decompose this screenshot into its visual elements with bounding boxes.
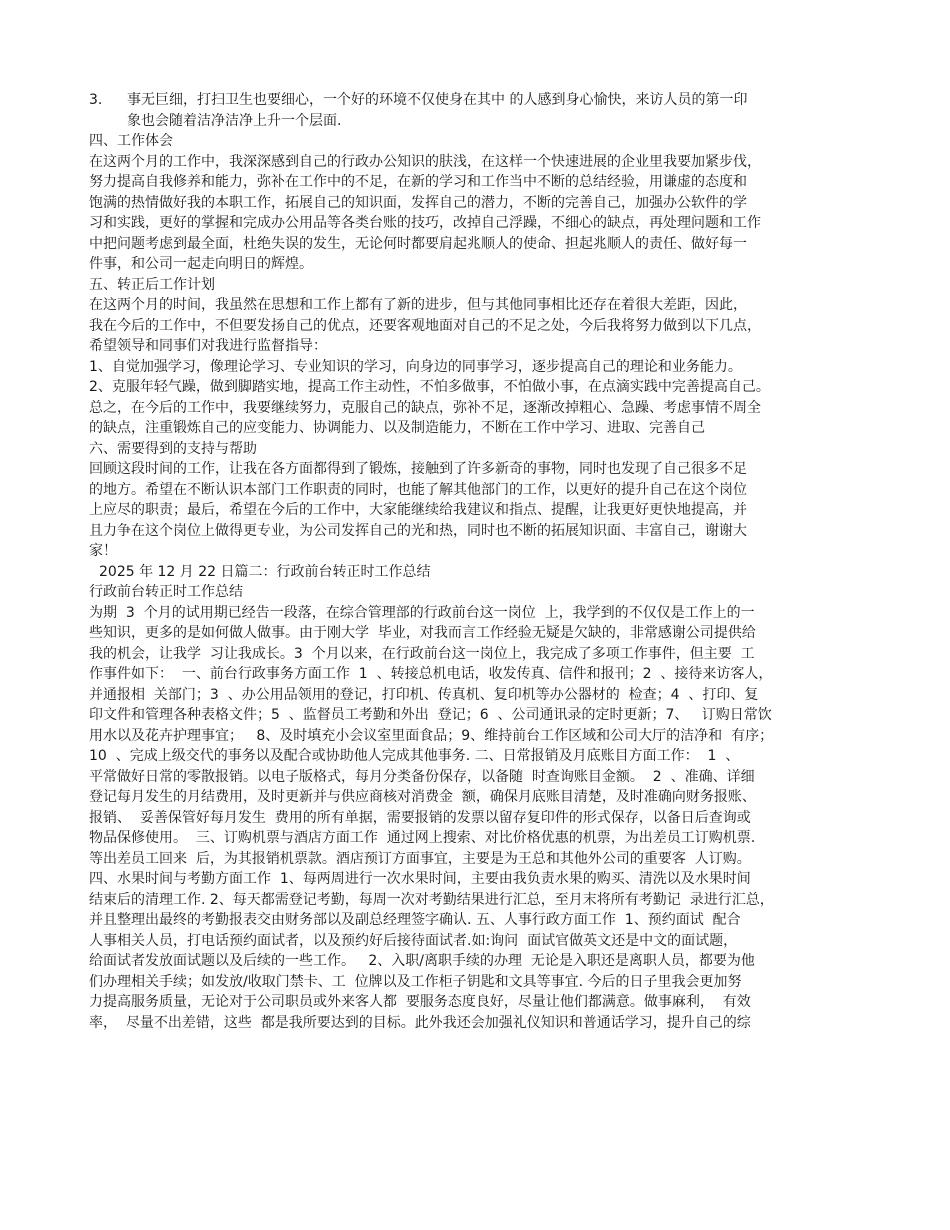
text-line: 登记每月发生的月结费用，及时更新并与供应商核对消费金 额，确保月底账目清楚，及时准确向财务报账、 [89,789,756,805]
text-line: 并通报相 关部门；3 、办公用品领用的登记，打印机、传真机、复印机等办公器材的 检查；4 、打印、复 [89,686,759,703]
text-line: 回顾这段时间的工作，让我在各方面都得到了锻炼，接触到了许多新奇的事物，同时也发现了自己很多不足 [89,461,747,477]
text-line: 件事，和公司一起走向明日的辉煌。 [89,256,313,272]
text-line: 人事相关人员，打电话预约面试者，以及预约好后接待面试者.如:询问 面试官做英文还是中文的面试题， [89,932,738,949]
text-line: 并且整理出最终的考勤报表交由财务部以及副总经理签字确认. 五、人事行政方面工作 1、预约面试 配合 [89,912,741,928]
text-line: 饱满的热情做好我的本职工作，拓展自己的知识面，发挥自己的潜力，不断的完善自己，加强办公软件的学 [89,194,747,211]
date-title-line: 2025 年 12 月 22 日篇二：行政前台转正时工作总结 [99,563,431,580]
text-line: 我的机会，让我学 习让我成长。3 个月以来，在行政前台这一岗位上，我完成了多项工作事件，但主要 工 [89,645,755,662]
text-line: 2、克服年轻气躁，做到脚踏实地，提高工作主动性，不怕多做事，不怕做小事，在点滴实践中完善提高自己。 [89,379,770,395]
list-item-3 [89,90,869,111]
list-number: 3. [89,92,103,108]
text-line [89,1033,869,1054]
text-line: 且力争在这个岗位上做得更专业，为公司发挥自己的光和热，同时也不断的拓展知识面、丰富自己，谢谢大 [89,522,747,539]
section-heading: 四、工作体会 [89,133,173,149]
text-line: 为期 3 个月的试用期已经告一段落，在综合管理部的行政前台这一岗位 上，我学到的不仅仅是工作上的一 [89,604,755,621]
text-line: 力提高服务质量，无论对于公司职员或外来客人都 要服务态度良好，尽量让他们都满意。做事麻利， 有效 [89,994,751,1010]
text-line: 中把问题考虑到最全面，杜绝失误的发生，无论何时都要肩起兆顺人的使命、担起兆顺人的责任、做好每一 [89,235,747,252]
section-heading: 五、转正后工作计划 [89,276,215,293]
text-line: 印文件和管理各种表格文件；5 、监督员工考勤和外出 登记；6 、公司通讯录的定时更新；7、 订购日常饮 [89,707,772,723]
text-line: 结束后的清理工作. 2、每天都需登记考勤，每周一次对考勤结果进行汇总，至月末将所有考勤记 录进行汇总， [89,891,774,908]
document-title: 行政前台转正时工作总结 [89,584,243,600]
text-line: 率， 尽量不出差错，这些 都是我所要达到的目标。此外我还会加强礼仪知识和普通话学习，提升自己的综 [89,1014,751,1031]
document-body [89,90,869,1054]
text-line: 家！ [89,543,117,559]
text-line: 些知识，更多的是如何做人做事。由于刚大学 毕业，对我而言工作经验无疑是欠缺的，非常感谢公司提供给 [89,625,756,641]
text-line: 我在今后的工作中，不但要发扬自己的优点，还要客观地面对自己的不足之处，今后我将努力做到以下几点， [89,317,761,334]
text-line: 在这两个月的时间，我虽然在思想和工作上都有了新的进步，但与其他同事相比还存在着很大差距，因此， [89,297,747,313]
text-line: 努力提高自我修养和能力，弥补在工作中的不足，在新的学习和工作当中不断的总结经验，用谦虚的态度和 [89,174,747,190]
text-line: 等出差员工回来 后，为其报销机票款。酒店预订方面事宜，主要是为王总和其他外公司的重要客 人订购。 [89,850,751,867]
text-line: 用水以及花卉护理事宜； 8、及时填充小会议室里面食品；9、维持前台工作区域和公司大厅的洁净和 有序； [89,727,774,744]
text-line: 报销、 妥善保管好每月发生 费用的所有单据，需要报销的发票以留存复印件的形式保存，以备日后查询或 [89,809,751,826]
text-line: 四、水果时间与考勤方面工作 1、每两周进行一次水果时间，主要由我负责水果的购买、清洗以及水果时间 [89,871,751,887]
text-line: 给面试者发放面试题以及后续的一些工作。 2、入职/离职手续的办理 无论是入职还是离职人员，都要为他 [89,953,755,969]
text-line: 事无巨细，打扫卫生也要细心，一个好的环境不仅使身在其中 的人感到身心愉快，来访人员的第一印 [127,92,748,108]
text-line: 总之，在今后的工作中，我要继续努力，克服自己的缺点，弥补不足，逐渐改掉粗心、急躁、考虑事情不周全 [89,399,761,416]
text-line: 物品保修使用。 三、订购机票与酒店方面工作 通过网上搜索、对比价格优惠的机票，为出差员工订购机票. [89,830,756,846]
text-line: 1、自觉加强学习，像理论学习、专业知识的学习，向身边的同事学习，逐步提高自己的理论和业务能力。 [89,358,742,375]
section-heading: 六、需要得到的支持与帮助 [89,440,257,457]
text-line: 习和实践，更好的掌握和完成办公用品等各类台账的技巧，改掉自己浮躁，不细心的缺点，再处理问题和工作 [89,215,761,231]
text-line: 平常做好日常的零散报销。以电子版格式，每月分类备份保存，以备随 时查询账目金额。 2 、准确、详细 [89,768,755,785]
text-line: 的地方。希望在不断认识本部门工作职责的同时，也能了解其他部门的工作，以更好的提升自己在这个岗位 [89,481,747,498]
text-line: 作事件如下： 一、前台行政事务方面工作 1 、转接总机电话，收发传真、信件和报刊；2 、接待来访客人， [89,666,773,682]
text-line: 10 、完成上级交代的事务以及配合或协助他人完成其他事务. 二、日常报销及月底账目方面工作： 1 、 [89,748,740,764]
text-line: 上应尽的职责；最后，希望在今后的工作中，大家能继续给我建议和指点、提醒，让我更好更快地提高，并 [89,502,747,518]
text-line: 希望领导和同事们对我进行监督指导： [89,338,327,354]
text-line: 在这两个月的工作中，我深深感到自己的行政办公知识的肤浅，在这样一个快速进展的企业里我要加紧步伐， [89,153,761,170]
text-line: 象也会随着洁净洁净上升一个层面. [127,112,342,129]
text-line: 的缺点，注重锻炼自己的应变能力、协调能力、以及制造能力，不断在工作中学习、进取、完善自己 [89,420,705,436]
text-line: 们办理相关手续；如发放/收取门禁卡、工 位牌以及工作柜子钥匙和文具等事宜. 今后的日子里我会更加努 [89,973,742,990]
